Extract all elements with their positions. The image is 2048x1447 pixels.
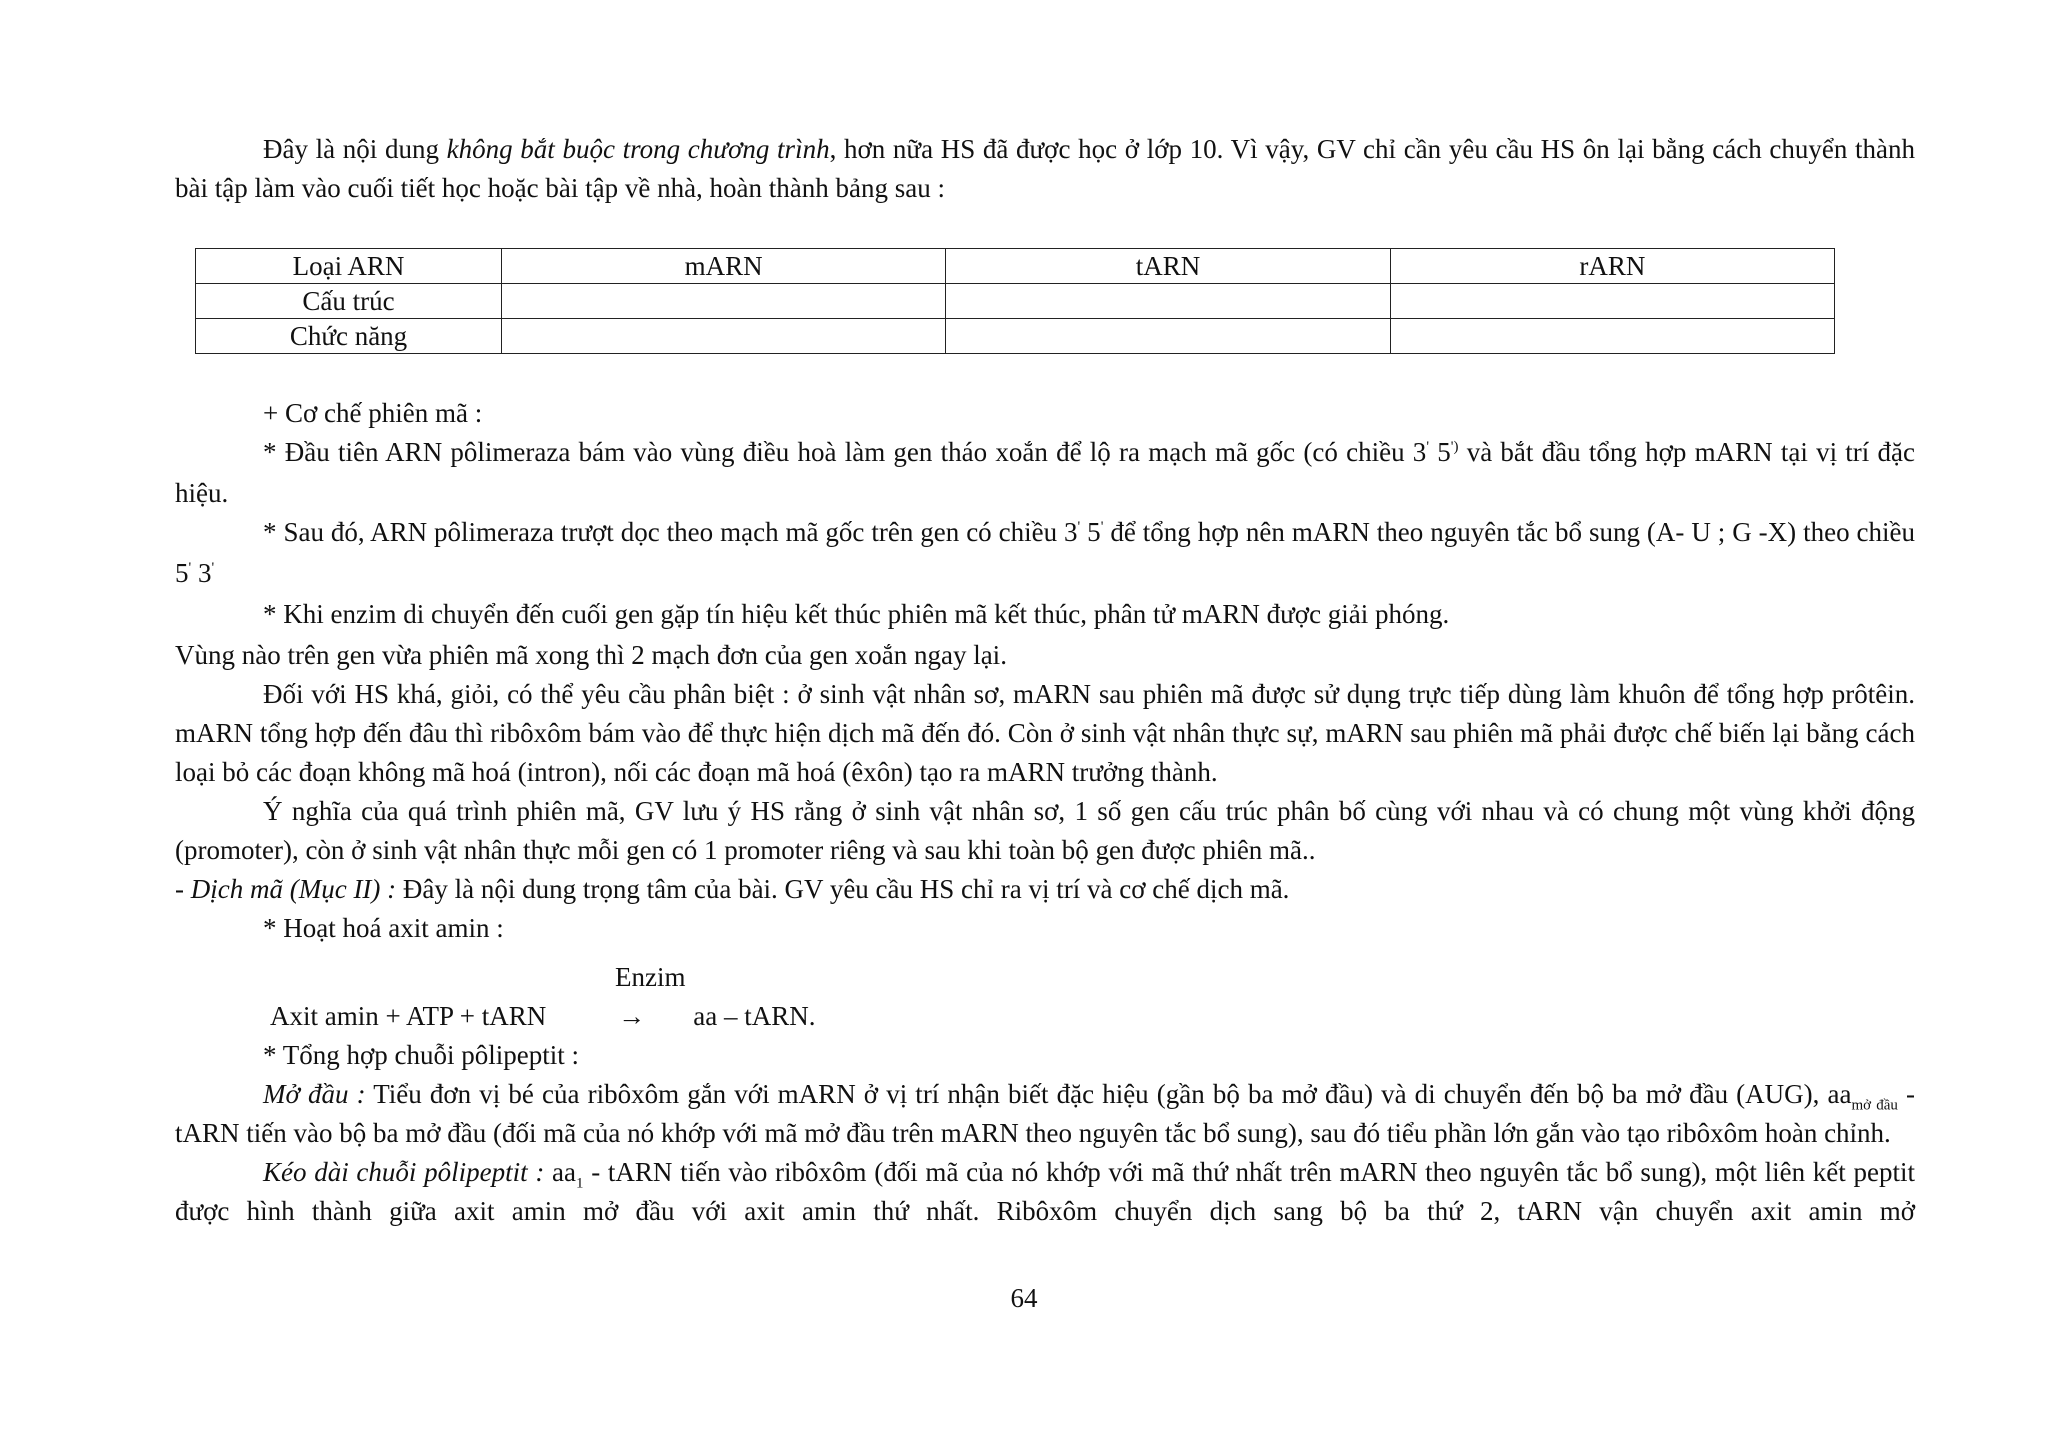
reaction-product: aa – tARN. [693, 1001, 816, 1031]
text-span: Tiểu đơn vị bé của ribôxôm gắn với mARN ở vị trí nhận biết đặc hiệu (gần bộ ba mở đầu) và di chuyển đến bộ ba mở đầu (AUG), [365, 1079, 1828, 1109]
table-cell [502, 284, 946, 319]
text-span: 3 [191, 558, 212, 588]
transcription-heading: + Cơ chế phiên mã : [263, 398, 483, 428]
table-cell [1390, 284, 1834, 319]
table-cell [502, 319, 946, 354]
text-span: Đây là nội dung trọng tâm của bài. GV yêu cầu HS chỉ ra vị trí và cơ chế dịch mã. [396, 874, 1290, 904]
intro-italic: không bắt buộc trong chương trình [446, 134, 830, 164]
table-header-cell: rARN [1390, 249, 1834, 284]
text-span: - tARN tiến vào ribôxôm (đối mã của nó khớp với mã thứ nhất trên mARN theo nguyên tắc bổ sung), một liên kết peptit được hình thành giữa axit amin mở đầu với axit amin thứ nhất. Ribôxôm chuyển dịch sang bộ ba thứ 2, tARN vận chuyển axit amin mở [175, 1157, 1915, 1226]
text-span: aa [544, 1157, 576, 1187]
text-span: và bắt đầu tổng hợp mARN tại vị trí đặc hiệu. [175, 437, 1916, 508]
table-cell [1390, 319, 1834, 354]
enzyme-label: Enzim [615, 962, 686, 992]
reaction-reactants: Axit amin + ATP + tARN [270, 1001, 547, 1031]
superscript: ' [1426, 439, 1430, 455]
superscript: ' [188, 560, 192, 576]
intro-paragraph [175, 130, 1915, 208]
table-row-label: Cấu trúc [196, 284, 502, 319]
superscript: ' [1077, 519, 1081, 535]
advanced-paragraph: Đối với HS khá, giỏi, có thể yêu cầu phân biệt : ở sinh vật nhân sơ, mARN sau phiên mã được sử dụng trực tiếp dùng làm khuôn để tổng hợp prôtêin. mARN tổng hợp đến đâu thì ribôxôm bám vào để thực hiện dịch mã đến đó. Còn ở sinh vật nhân thực sự, mARN sau phiên mã phải được chế biến lại bằng cách loại bỏ các đoạn không mã hoá (intron), nối các đoạn mã hoá (êxôn) tạo ra mARN trưởng thành. [175, 679, 1915, 787]
text-span: để tổng hợp nên mARN theo nguyên tắc bổ sung (A- U ; G -X) theo chiều 5 [175, 517, 1915, 588]
text-span: * Khi enzim di chuyển đến cuối gen gặp tín hiệu kết thúc [263, 599, 888, 629]
transcription-step-3 [175, 595, 1915, 636]
transcription-step-2 [175, 513, 1915, 595]
table-header-cell: tARN [946, 249, 1390, 284]
meaning-paragraph: Ý nghĩa của quá trình phiên mã, GV lưu ý HS rằng ở sinh vật nhân sơ, 1 số gen cấu trúc phân bố cùng với nhau và có chung một vùng khởi động (promoter), còn ở sinh vật nhân thực mỗi gen có 1 promoter riêng và sau khi toàn bộ gen được phiên mã.. [175, 796, 1915, 865]
table-cell [946, 319, 1390, 354]
arrow-right-icon: → [618, 1001, 646, 1031]
table-header-cell: Loại ARN [196, 249, 502, 284]
transcription-step-3-continued: Vùng nào trên gen vừa phiên mã xong thì 2 mạch đơn của gen xoắn ngay lại. [175, 640, 1007, 670]
text-span: phiên mã kết thúc, phân tử mARN được giải phóng. [887, 599, 1450, 629]
elongation-paragraph [175, 1153, 1915, 1231]
table-cell [946, 284, 1390, 319]
translation-heading [175, 870, 1915, 909]
arn-table [195, 248, 1835, 354]
intro-text-1: Đây là nội dung [263, 134, 447, 164]
table-row [196, 284, 1835, 319]
text-span: 5 [1080, 517, 1101, 547]
subscript: 1 [576, 1175, 584, 1192]
table-header-cell: mARN [502, 249, 946, 284]
translation-heading-italic: - Dịch mã (Mục II) : [175, 874, 397, 904]
table-row-label: Chức năng [196, 319, 502, 354]
text-span: aa [1827, 1079, 1852, 1109]
document-page [175, 130, 1915, 1231]
table-header-row [196, 249, 1835, 284]
superscript: ' [1100, 519, 1104, 535]
activation-heading: * Hoạt hoá axit amin : [263, 913, 504, 943]
transcription-step-1 [175, 433, 1915, 513]
activation-reaction [270, 997, 1915, 1036]
table-row [196, 319, 1835, 354]
text-span: * Sau đó, ARN pôlimeraza trượt dọc theo mạch mã gốc trên gen có chiều 3 [263, 517, 1078, 547]
text-span: - tARN tiến vào bộ ba mở đầu (đối mã của nó khớp với mã mở đầu trên mARN theo nguyên tắc bổ sung), sau đó tiểu phần lớn gắn vào tạo ribôxôm hoàn chỉnh. [175, 1079, 1915, 1148]
superscript: ') [1450, 439, 1459, 455]
text-span: 5 [1429, 437, 1451, 467]
synthesis-heading: * Tổng hợp chuỗi pôlipeptit : [263, 1040, 580, 1070]
superscript: ' [211, 560, 215, 576]
page-number: 64 [1010, 1283, 1038, 1313]
initiation-paragraph [175, 1075, 1915, 1153]
initiation-label: Mở đầu : [263, 1079, 366, 1109]
intro-text-2: , hơn nữa HS đã được học ở lớp 10. Vì vậy, GV chỉ cần yêu cầu HS ôn lại bằng cách chuyển thành bài tập làm vào cuối tiết học hoặc bài tập về nhà, hoàn thành bảng sau : [175, 134, 1915, 203]
elongation-label: Kéo dài chuỗi pôlipeptit : [263, 1157, 545, 1187]
subscript: mở đầu [1851, 1097, 1898, 1114]
text-span: * Đầu tiên ARN pôlimeraza bám vào vùng điều hoà làm gen tháo xoắn để lộ ra mạch mã gốc (có chiều 3 [263, 437, 1427, 467]
